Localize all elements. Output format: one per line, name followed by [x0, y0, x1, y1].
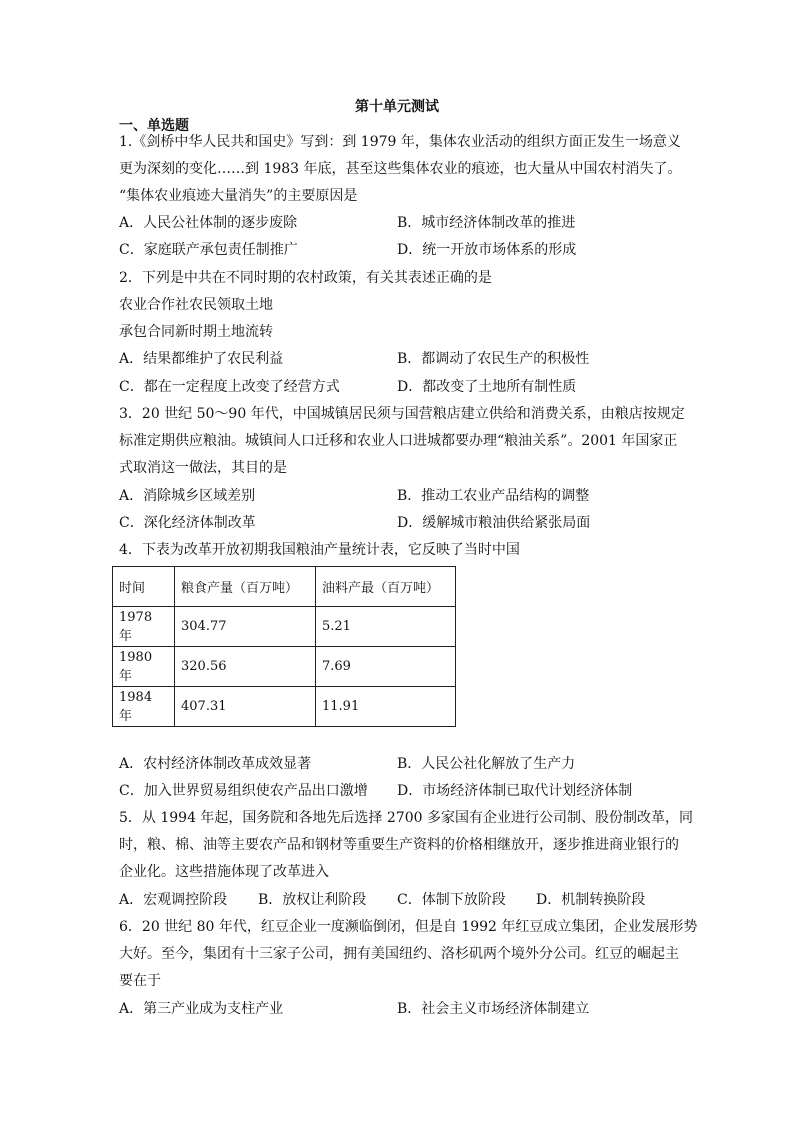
q5-option-a: A．宏观调控阶段 [119, 892, 228, 908]
q5-option-c: C．体制下放阶段 [397, 892, 506, 908]
q1-option-a: A．人民公社体制的逐步废除 [119, 215, 298, 231]
q3-option-a: A．消除城乡区域差别 [119, 488, 256, 504]
q3-option-d: D．缓解城市粮油供给紧张局面 [397, 515, 591, 531]
q6-option-b: B．社会主义市场经济体制建立 [397, 1001, 590, 1017]
q4-option-c: C．加入世界贸易组织使农产品出口激增 [119, 783, 368, 799]
q1-option-d: D．统一开放市场体系的形成 [397, 242, 577, 258]
q3-stem-line-1: 3．20 世纪 50～90 年代，中国城镇居民须与国营粮店建立供给和消费关系，由粮店按规定 [119, 406, 685, 422]
q1-stem-line-2: 更为深刻的变化……到 1983 年底，甚至这些集体农业的痕迹，也大量从中国农村消失了。 [119, 161, 682, 177]
q5-option-b: B．放权让利阶段 [258, 892, 367, 908]
q5-stem-line-2: 时，粮、棉、油等主要农产品和钢材等重要生产资料的价格相继放开，逐步推进商业银行的 [119, 837, 679, 853]
q2-stem-line-1: 2．下列是中共在不同时期的农村政策，有关其表述正确的是 [119, 270, 492, 286]
q3-option-b: B．推动工农业产品结构的调整 [397, 488, 590, 504]
table-cell: 320.56 [175, 647, 316, 687]
q6-option-a: A．第三产业成为支柱产业 [119, 1001, 284, 1017]
q2-stem-line-3: 承包合同新时期土地流转 [119, 324, 273, 340]
q4-option-a: A．农村经济体制改革成效显著 [119, 756, 312, 772]
q6-stem-line-2: 大好。至今，集团有十三家子公司，拥有美国纽约、洛杉矶两个境外分公司。红豆的崛起主 [119, 946, 679, 962]
q2-option-d: D．都改变了土地所有制性质 [397, 379, 577, 395]
table-cell: 304.77 [175, 607, 316, 647]
section-heading: 一、单选题 [119, 118, 189, 134]
page-title: 第十单元测试 [355, 99, 439, 115]
q2-stem-line-2: 农业合作社农民领取土地 [119, 297, 273, 313]
table-header-cell: 粮食产量（百万吨） [175, 567, 316, 607]
q2-option-c: C．都在一定程度上改变了经营方式 [119, 379, 340, 395]
q4-stem-line-1: 4．下表为改革开放初期我国粮油产量统计表，它反映了当时中国 [119, 542, 520, 558]
table-header-cell: 时间 [113, 567, 175, 607]
grain-oil-table [112, 566, 456, 727]
table-row [113, 647, 456, 687]
q1-stem-line-3: “集体农业痕迹大量消失”的主要原因是 [119, 188, 358, 204]
q5-option-d: D．机制转换阶段 [536, 892, 646, 908]
q3-stem-line-3: 式取消这一做法，其目的是 [119, 460, 287, 476]
table-cell: 5.21 [316, 607, 456, 647]
table-row [113, 687, 456, 727]
table-header-cell: 油料产最（百万吨） [316, 567, 456, 607]
table-cell: 11.91 [316, 687, 456, 727]
table-cell: 7.69 [316, 647, 456, 687]
table-cell: 1984 年 [113, 687, 175, 727]
q1-option-b: B．城市经济体制改革的推进 [397, 215, 576, 231]
q3-stem-line-2: 标准定期供应粮油。城镇间人口迁移和农业人口进城都要办理“粮油关系”。2001 年国家正 [119, 433, 678, 449]
q4-option-b: B．人民公社化解放了生产力 [397, 756, 576, 772]
table-cell: 407.31 [175, 687, 316, 727]
q1-stem-line-1: 1.《剑桥中华人民共和国史》写到：到 1979 年，集体农业活动的组织方面正发生一场意义 [119, 134, 681, 150]
q3-option-c: C．深化经济体制改革 [119, 515, 256, 531]
q2-option-b: B．都调动了农民生产的积极性 [397, 351, 590, 367]
table-cell: 1978 年 [113, 607, 175, 647]
table-row [113, 607, 456, 647]
q5-stem-line-3: 企业化。这些措施体现了改革进入 [119, 864, 329, 880]
q5-stem-line-1: 5．从 1994 年起，国务院和各地先后选择 2700 多家国有企业进行公司制、股份制改革，同 [119, 810, 693, 826]
q6-stem-line-1: 6．20 世纪 80 年代，红豆企业一度濒临倒闭，但是自 1992 年红豆成立集团，企业发展形势 [119, 919, 698, 935]
q6-stem-line-3: 要在于 [119, 973, 161, 989]
q1-option-c: C．家庭联产承包责任制推广 [119, 242, 298, 258]
q2-option-a: A．结果都维护了农民利益 [119, 351, 284, 367]
table-cell: 1980 年 [113, 647, 175, 687]
table-header-row [113, 567, 456, 607]
q4-option-d: D．市场经济体制已取代计划经济体制 [397, 783, 633, 799]
